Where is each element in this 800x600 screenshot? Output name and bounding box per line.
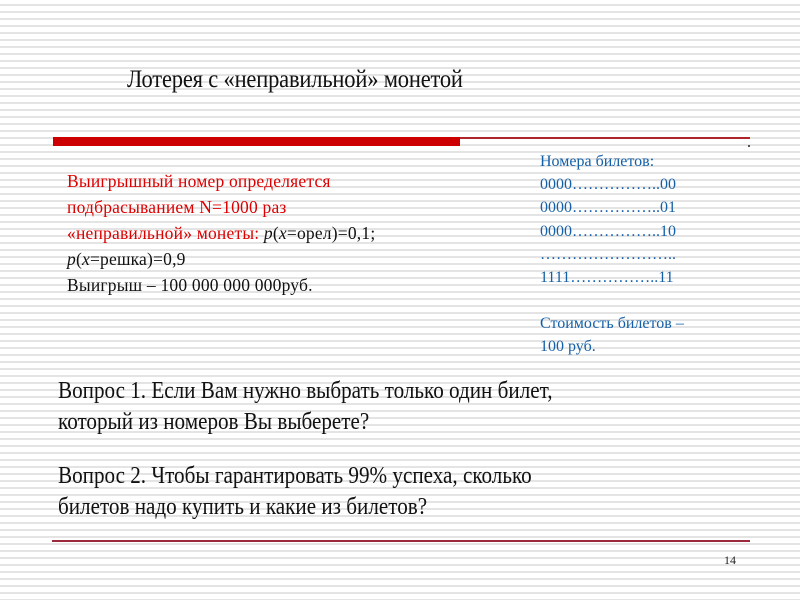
paren: ( bbox=[75, 249, 82, 269]
footer-rule-line bbox=[52, 540, 750, 542]
spacer bbox=[540, 289, 684, 312]
rules-line-2: подбрасыванием N=1000 раз bbox=[67, 197, 287, 217]
rules-line-4 bbox=[67, 246, 375, 272]
rules-line-3 bbox=[67, 220, 375, 246]
question-2 bbox=[58, 461, 532, 523]
title-accent-bar bbox=[53, 137, 460, 146]
paren: ( bbox=[272, 223, 279, 243]
question-1-line-2: который из номеров Вы выберете? bbox=[58, 409, 370, 435]
prob-symbol: p bbox=[263, 223, 273, 243]
ticket-cost-line-2: 100 руб. bbox=[540, 338, 596, 356]
prize-line: Выигрыш – 100 000 000 000руб. bbox=[67, 275, 313, 295]
rules-line-3-red: «неправильной» монеты: bbox=[67, 223, 264, 243]
rules-line-1: Выигрышный номер определяется bbox=[67, 171, 331, 191]
prob-heads: =орел)=0,1; bbox=[286, 223, 376, 243]
decorative-dot bbox=[748, 145, 750, 147]
prob-symbol: p bbox=[67, 249, 76, 269]
question-2-line-2: билетов надо купить и какие из билетов? bbox=[58, 494, 428, 520]
var-symbol: x bbox=[81, 249, 90, 269]
question-1-line-1: Вопрос 1. Если Вам нужно выбрать только один билет, bbox=[58, 378, 553, 404]
ticket-row: …………………….. bbox=[540, 245, 676, 263]
ticket-numbers-block bbox=[540, 150, 684, 359]
ticket-row: 0000……………..00 bbox=[540, 176, 676, 194]
slide-title: Лотерея с «неправильной» монетой bbox=[127, 66, 463, 93]
page-number: 14 bbox=[724, 553, 736, 567]
prob-tails: =решка)=0,9 bbox=[89, 249, 186, 269]
title-rule-line bbox=[460, 137, 750, 139]
ticket-row: 0000……………..01 bbox=[540, 199, 676, 217]
ticket-cost-line-1: Стоимость билетов – bbox=[540, 315, 684, 333]
var-symbol: x bbox=[278, 223, 287, 243]
lottery-rules-text bbox=[67, 168, 375, 298]
tickets-heading: Номера билетов: bbox=[540, 153, 655, 170]
question-1 bbox=[58, 376, 553, 438]
ticket-row: 0000……………..10 bbox=[540, 222, 676, 240]
ticket-row: 1111……………..11 bbox=[540, 269, 674, 287]
question-2-line-1: Вопрос 2. Чтобы гарантировать 99% успеха, сколько bbox=[58, 463, 532, 489]
